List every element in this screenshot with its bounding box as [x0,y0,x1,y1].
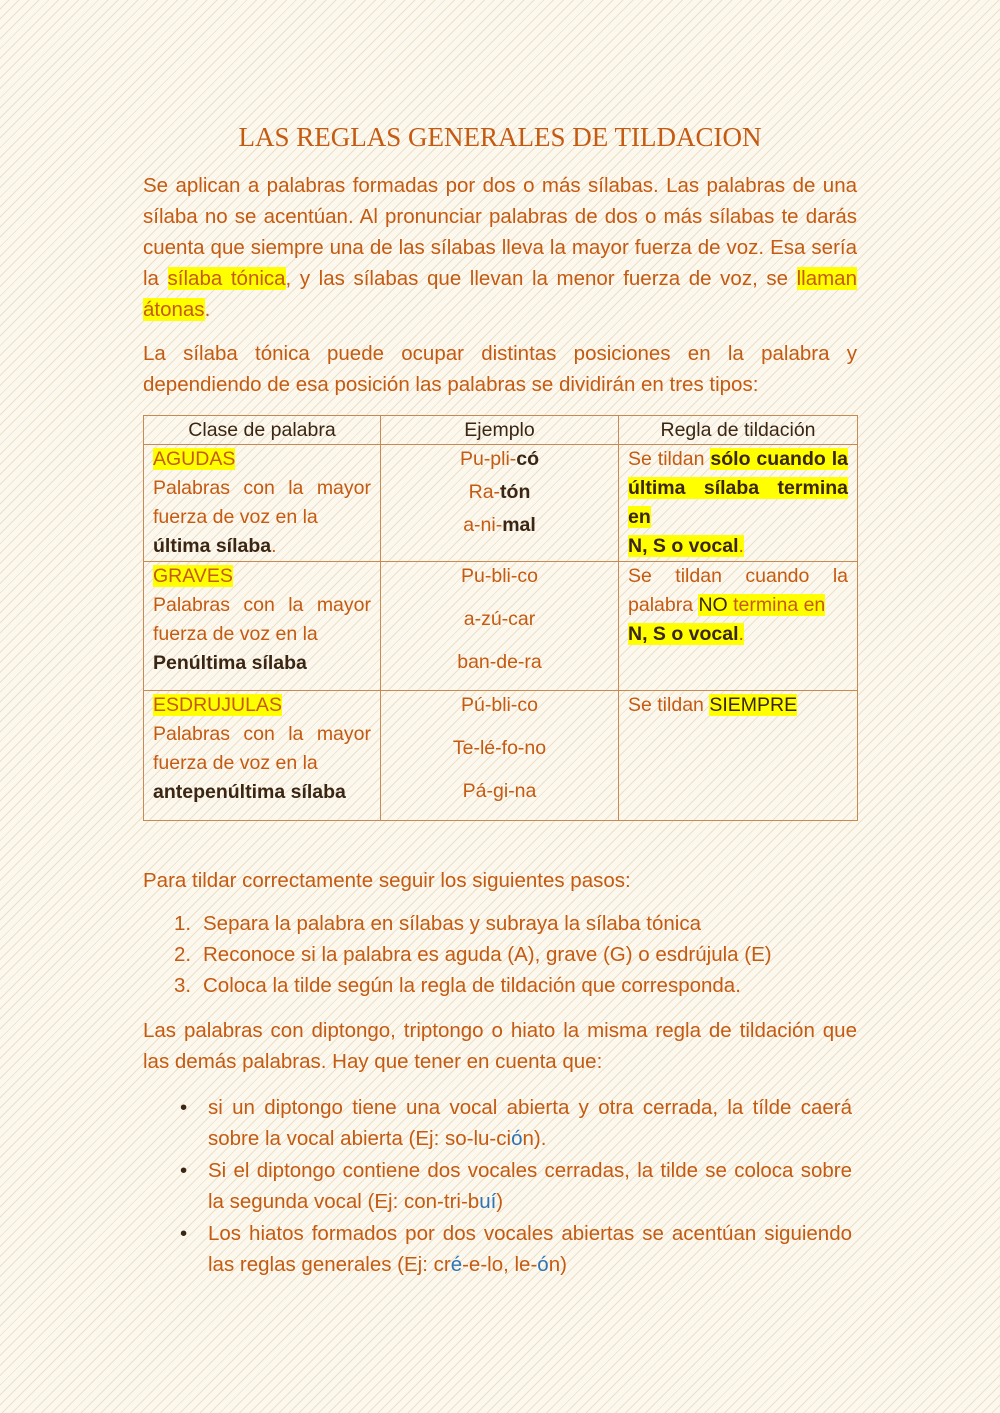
example-syllables: Ra- [468,481,501,503]
example-word: ban-de-ra [457,651,542,673]
rule-cell [619,445,858,562]
example-stressed-syllable: tón [500,481,531,503]
positions-paragraph: La sílaba tónica puede ocupar distintas posiciones en la palabra y dependiendo de esa posición las palabras se dividirán en tres tipos: [143,342,857,396]
steps-intro: Para tildar correctamente seguir los siguientes pasos: [143,869,631,892]
bullet-text: si un diptongo tiene una vocal abierta y otra cerrada, la tílde caerá sobre la vocal abierta (Ej: so-lu-ci [208,1096,852,1150]
word-class-cell [144,445,381,562]
table-row-esdrujulas [144,691,858,821]
step-number: 2. [174,943,192,966]
example-word: Pú-bli-co [461,694,538,716]
word-class-title [153,562,371,591]
step-text: Reconoce si la palabra es aguda (A), grave (G) o esdrújula (E) [203,943,772,966]
list-item [174,908,857,939]
step-text: Separa la palabra en sílabas y subraya la sílaba tónica [203,912,702,935]
word-class-description: Palabras con la mayor fuerza de voz en la [153,723,371,774]
examples-cell [381,562,619,691]
step-number: 1. [174,912,192,935]
list-item [174,939,857,970]
table-row-graves [144,562,858,691]
example-word: Te-lé-fo-no [452,737,547,759]
example-word: Pu-bli-co [461,565,538,587]
intro-text: , y las sílabas que llevan la menor fuerza de voz, se [285,267,797,290]
page-title: LAS REGLAS GENERALES DE TILDACION [238,122,762,152]
column-header-example: Ejemplo [381,416,619,445]
example-word [390,478,609,507]
intro-text: Se aplican a palabras formadas por dos o más sílabas. Las palabras de una sílaba no se acentúan. Al pronunciar palabras de dos o más sílabas te darás cuenta que siempre una de las sílabas lleva la mayor fuerza de voz. Esa sería la [143,174,857,290]
example-word [390,445,609,474]
rule-text: Se tildan cuando la palabra [628,565,848,616]
example-syllables: a-ni- [463,514,503,536]
bullet-text: Si el diptongo contiene dos vocales cerradas, la tilde se coloca sobre la segunda vocal (Ej: con-tri-b [208,1159,852,1213]
bullet-text: Los hiatos formados por dos vocales abiertas se acentúan siguiendo las reglas generales (Ej: cr [208,1222,852,1276]
rule-negation: NO [698,594,728,616]
highlight-silaba-tonica: sílaba tónica [167,267,286,290]
rule-cell [619,562,858,691]
stressed-syllable: última sílaba [153,535,272,557]
stressed-suffix: . [271,535,277,557]
word-class-description: Palabras con la mayor fuerza de voz en la [153,477,371,528]
bullet-text-middle: -e-lo, le- [462,1253,538,1276]
stressed-syllable-line [153,532,371,561]
rule-highlight: SIEMPRE [709,694,798,716]
word-class-title [153,691,371,720]
bullet-icon [180,1155,187,1186]
accent-rules-table [143,415,858,821]
word-class-cell [144,562,381,691]
example-stressed-syllable: mal [502,514,536,536]
stressed-syllable-line [153,778,371,807]
example-word [390,511,609,540]
stressed-syllable-line [153,649,371,678]
rule-letters: N, S o vocal [628,623,739,645]
step-text: Coloca la tilde según la regla de tildación que corresponda. [203,974,741,997]
rule-highlight: sólo cuando la última sílaba termina en [628,448,848,528]
list-item [143,1218,857,1280]
example-syllables: Pu-pli- [459,448,517,470]
example-word: Pá-gi-na [462,780,537,802]
bullet-text-tail: n). [522,1127,547,1150]
stressed-syllable: antepenúltima sílaba [153,781,346,803]
table-row-agudas [144,445,858,562]
list-item [143,1092,857,1154]
column-header-word-class: Clase de palabra [144,416,381,445]
bullet-text-tail: ) [496,1190,504,1213]
rule-end: . [738,623,744,645]
word-class-description: Palabras con la mayor fuerza de voz en la [153,594,371,645]
column-header-rule: Regla de tildación [619,416,858,445]
list-item [174,970,857,1001]
step-number: 3. [174,974,192,997]
bullet-icon [180,1218,187,1249]
accent-vowel: ó [511,1127,523,1150]
stressed-syllable: Penúltima sílaba [153,652,307,674]
intro-paragraph [143,170,857,325]
highlight-atonas: llaman átonas [143,267,857,321]
bullet-icon [180,1092,187,1123]
accent-vowel: uí [479,1190,497,1213]
intro-text: . [204,298,211,321]
list-item [143,1155,857,1217]
examples-cell [381,445,619,562]
rule-cell [619,691,858,821]
rule-text: Se tildan [628,448,711,470]
diphthong-rules-list [143,1092,857,1281]
example-word: a-zú-car [463,608,536,630]
table-header-row [144,416,858,445]
word-class-title [153,445,371,474]
rule-end: . [738,535,744,557]
example-stressed-syllable: có [516,448,540,470]
word-class-label: AGUDAS [153,448,236,470]
bullet-text-tail: n) [548,1253,567,1276]
rule-text: Se tildan [628,694,710,716]
diphthong-paragraph: Las palabras con diptongo, triptongo o hiato la misma regla de tildación que las demás palabras. Hay que tener en cuenta que: [143,1019,857,1073]
accent-vowel: ó [537,1253,549,1276]
word-class-cell [144,691,381,821]
word-class-label: GRAVES [153,565,233,587]
accent-vowel: é [450,1253,463,1276]
examples-cell [381,691,619,821]
rule-highlight: termina en [727,594,826,616]
rule-letters: N, S o vocal [628,535,739,557]
word-class-label: ESDRUJULAS [153,694,282,716]
steps-list [174,908,857,1001]
